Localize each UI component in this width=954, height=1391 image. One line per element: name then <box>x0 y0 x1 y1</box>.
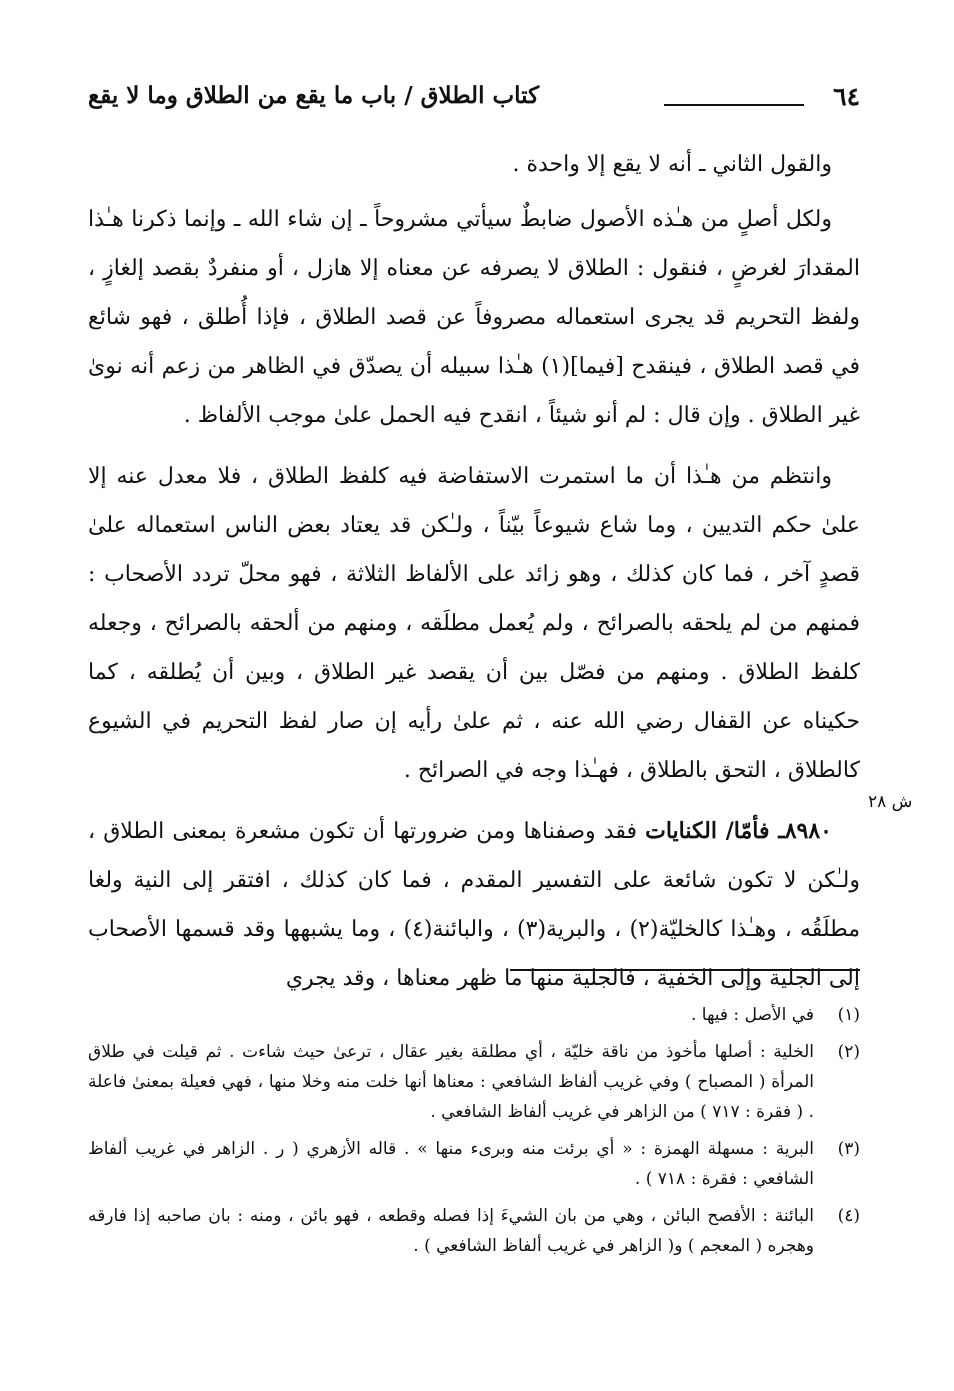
footnote <box>88 1037 860 1127</box>
footnote <box>88 1000 860 1030</box>
paragraph-3: وانتظم من هـٰذا أن ما استمرت الاستفاضة فيه كلفظ الطلاق ، فلا معدل عنه إلا علىٰ حكم التديين ، وما شاع شيوعاً بيّناً ، ولـٰكن قد يعتاد بعض الناس استعماله علىٰ قصدٍ آخر ، فما كان كذلك ، وهو زائد على الألفاظ الثلاثة ، فهو محلّ تردد الأصحاب : فمنهم من لم يلحقه بالصرائح ، ولم يُعمل مطلَقه ، ومنهم من ألحقه بالصرائح ، وجعله كلفظ الطلاق . ومنهم من فصّل بين أن يقصد غير الطلاق ، وبين أن يُطلقه ، كما حكيناه عن القفال رضي الله عنه ، ثم علىٰ رأيه إن صار لفظ التحريم في الشيوع كالطلاق ، التحق بالطلاق ، فهـٰذا وجه في الصرائح . <box>88 464 860 783</box>
main-text <box>88 140 860 1009</box>
header-rule <box>664 104 804 106</box>
footnote-number: (٣) <box>837 1139 860 1159</box>
paragraph-4-text: فقد وصفناها ومن ضرورتها أن تكون مشعرة بمعنى الطلاق ، ولـٰكن لا تكون شائعة على التفسير المقدم ، فما كان كذلك ، افتقر إلى النية ولغا مطلَقُه ، وهـٰذا كالخليّة(٢) ، والبرية(٣) ، والبائنة(٤) ، وما يشبهها وقد قسمها الأصحاب إلى الجلية وإلى الخفية ، فالجلية منها ما ظهر معناها ، وقد يجري <box>88 819 860 991</box>
footnote-number: (٤) <box>837 1206 860 1226</box>
paragraph-2: ولكل أصلٍ من هـٰذه الأصول ضابطٌ سيأتي مشروحاً ـ إن شاء الله ـ وإنما ذكرنا هـٰذا المقدارَ لغرضٍ ، فنقول : الطلاق لا يصرفه عن معناه إلا هازل ، أو منفردٌ بقصد إلغازٍ ، ولفظ التحريم قد يجرى استعماله مصروفاً عن قصد الطلاق ، فإذا أُطلق ، فهو شائع في قصد الطلاق ، فينقدح [فيما](١) هـٰذا سبيله أن يصدّق في الظاهر من زعم أنه نوىٰ غير الطلاق . وإن قال : لم أنو شيئاً ، انقدح فيه الحمل علىٰ موجب الألفاظ . <box>88 207 860 428</box>
running-title: كتاب الطلاق / باب ما يقع من الطلاق وما لا يقع <box>88 82 540 109</box>
footnote-number: (١) <box>837 1005 860 1025</box>
footnote <box>88 1134 860 1194</box>
margin-note: ش ٢٨ <box>868 792 913 812</box>
footnote-text: الخلية : أصلها مأخوذ من ناقة خليّة ، أي مطلقة بغير عقال ، ترعىٰ حيث شاءت . ثم قيلت في طلاق المرأة ( المصباح ) وفي غريب ألفاظ الشافعي : معناها أنها خلت منه وخلا منها ، فهي فعيلة بمعنىٰ فاعلة . ( فقرة : ٧١٧ ) من الزاهر في غريب ألفاظ الشافعي . <box>88 1042 814 1122</box>
paragraph-1: والقول الثاني ـ أنه لا يقع إلا واحدة . <box>512 152 832 177</box>
footnote-number: (٢) <box>837 1042 860 1062</box>
footnotes <box>88 1000 860 1268</box>
footnote-text: البرية : مسهلة الهمزة : « أي برئت منه وبرىء منها » . قاله الأزهري ( ر . الزاهر في غريب ألفاظ الشافعي : فقرة : ٧١٨ ) . <box>88 1139 814 1189</box>
section-lead: ٨٩٨٠ـ فأمّا/ الكنايات <box>645 818 832 844</box>
footnote-text: البائنة : الأفصح البائن ، وهي من بان الشيءَ إذا فصله وقطعه ، فهو بائن ، ومنه : بان صاحبه إذا فارقه وهجره ( المعجم ) و( الزاهر في غريب ألفاظ الشافعي ) . <box>88 1206 814 1256</box>
footnote-text: في الأصل : فيها . <box>690 1005 814 1025</box>
paragraph-4 <box>88 807 860 1003</box>
page-number: ٦٤ <box>833 82 860 111</box>
footnote <box>88 1201 860 1261</box>
running-header <box>88 82 860 122</box>
footnote-rule <box>510 969 860 971</box>
